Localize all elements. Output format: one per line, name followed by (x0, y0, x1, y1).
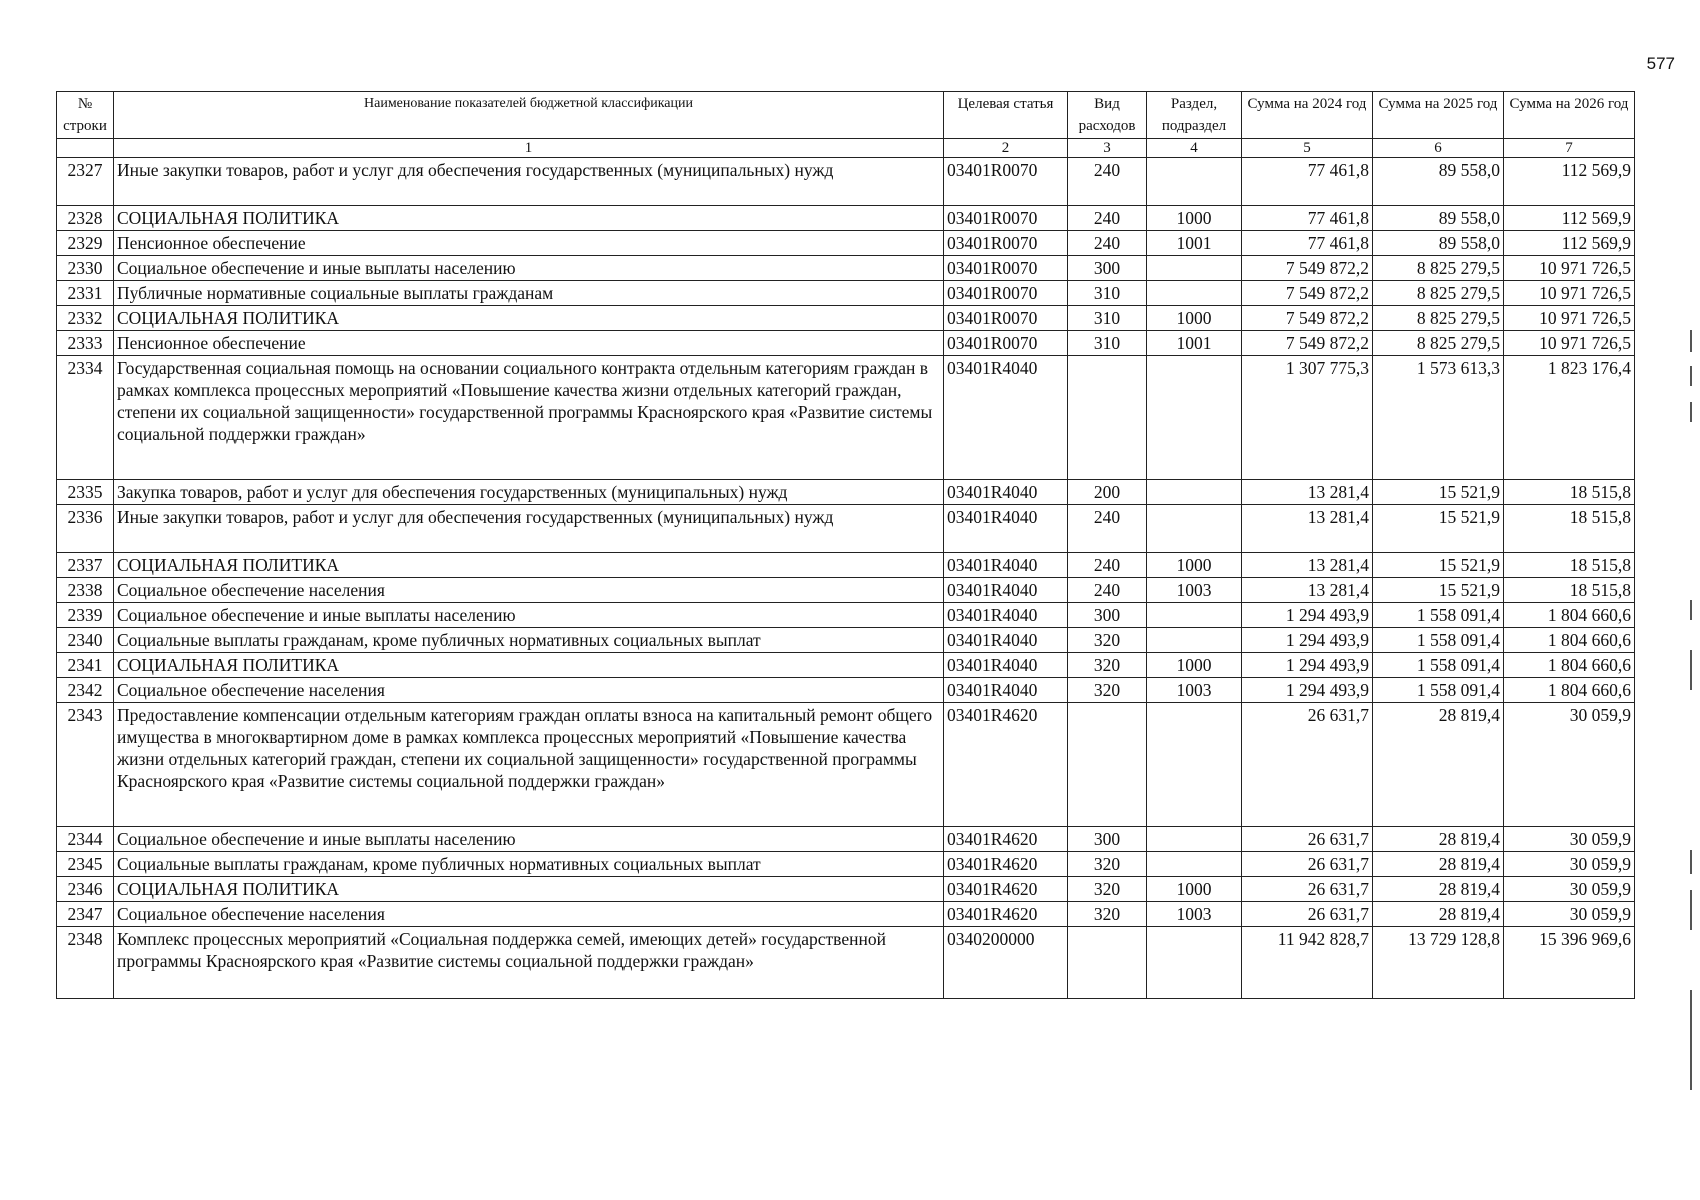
table-row (57, 158, 1635, 206)
row-section (1147, 158, 1242, 206)
row-number: 2346 (57, 877, 114, 902)
table-row (57, 231, 1635, 256)
row-sum-2024: 26 631,7 (1242, 877, 1373, 902)
header-sum-2025: Сумма на 2025 год (1373, 92, 1504, 139)
row-section: 1000 (1147, 553, 1242, 578)
row-number: 2348 (57, 927, 114, 999)
row-number: 2333 (57, 331, 114, 356)
row-sum-2024: 1 294 493,9 (1242, 653, 1373, 678)
row-number: 2347 (57, 902, 114, 927)
row-sum-2025: 15 521,9 (1373, 553, 1504, 578)
row-sum-2026: 10 971 726,5 (1504, 256, 1635, 281)
table-row (57, 852, 1635, 877)
row-sum-2024: 13 281,4 (1242, 480, 1373, 505)
row-name: Иные закупки товаров, работ и услуг для обеспечения государственных (муниципальных) нужд (114, 505, 944, 553)
column-index: 1 (114, 139, 944, 158)
row-sum-2026: 1 804 660,6 (1504, 603, 1635, 628)
row-section: 1000 (1147, 206, 1242, 231)
row-expense-kind: 240 (1068, 505, 1147, 553)
table-row (57, 628, 1635, 653)
row-name: Социальные выплаты гражданам, кроме публичных нормативных социальных выплат (114, 628, 944, 653)
row-target-article: 03401R4040 (944, 678, 1068, 703)
row-sum-2026: 1 804 660,6 (1504, 678, 1635, 703)
row-expense-kind: 240 (1068, 206, 1147, 231)
row-sum-2026: 18 515,8 (1504, 505, 1635, 553)
column-index: 2 (944, 139, 1068, 158)
row-number: 2338 (57, 578, 114, 603)
row-name: Социальное обеспечение населения (114, 902, 944, 927)
row-number: 2332 (57, 306, 114, 331)
row-target-article: 03401R4620 (944, 877, 1068, 902)
row-target-article: 03401R4620 (944, 902, 1068, 927)
row-number: 2334 (57, 356, 114, 480)
row-expense-kind (1068, 356, 1147, 480)
row-name: СОЦИАЛЬНАЯ ПОЛИТИКА (114, 306, 944, 331)
row-sum-2025: 1 558 091,4 (1373, 678, 1504, 703)
row-section (1147, 281, 1242, 306)
row-section (1147, 927, 1242, 999)
row-target-article: 03401R4620 (944, 852, 1068, 877)
row-name: Пенсионное обеспечение (114, 231, 944, 256)
row-section: 1003 (1147, 678, 1242, 703)
row-sum-2024: 26 631,7 (1242, 827, 1373, 852)
row-sum-2026: 112 569,9 (1504, 231, 1635, 256)
row-sum-2024: 1 294 493,9 (1242, 603, 1373, 628)
row-target-article: 03401R4040 (944, 505, 1068, 553)
table-row (57, 902, 1635, 927)
row-target-article: 03401R0070 (944, 158, 1068, 206)
table-row (57, 703, 1635, 827)
row-sum-2026: 1 823 176,4 (1504, 356, 1635, 480)
row-sum-2025: 89 558,0 (1373, 206, 1504, 231)
row-sum-2025: 1 558 091,4 (1373, 628, 1504, 653)
row-number: 2328 (57, 206, 114, 231)
row-sum-2025: 15 521,9 (1373, 480, 1504, 505)
row-name: СОЦИАЛЬНАЯ ПОЛИТИКА (114, 653, 944, 678)
header-target-article: Целевая статья (944, 92, 1068, 139)
column-index-row (57, 139, 1635, 158)
row-sum-2024: 13 281,4 (1242, 553, 1373, 578)
row-sum-2025: 8 825 279,5 (1373, 281, 1504, 306)
header-row-number: № строки (57, 92, 114, 139)
row-section: 1000 (1147, 877, 1242, 902)
row-sum-2025: 15 521,9 (1373, 578, 1504, 603)
row-sum-2024: 11 942 828,7 (1242, 927, 1373, 999)
column-index: 7 (1504, 139, 1635, 158)
row-expense-kind: 310 (1068, 306, 1147, 331)
table-row (57, 331, 1635, 356)
row-sum-2024: 7 549 872,2 (1242, 306, 1373, 331)
row-number: 2329 (57, 231, 114, 256)
row-name: Социальное обеспечение и иные выплаты населению (114, 256, 944, 281)
column-index: 4 (1147, 139, 1242, 158)
row-name: Предоставление компенсации отдельным категориям граждан оплаты взноса на капитальный ремонт общего имущества в многоквартирном доме в рамках комплекса процессных мероприятий «Повышение качества жизни отдельных категорий граждан, степени их социальной защищенности» государственной программы Красноярского края «Развитие системы социальной поддержки граждан» (114, 703, 944, 827)
row-target-article: 0340200000 (944, 927, 1068, 999)
row-sum-2025: 8 825 279,5 (1373, 256, 1504, 281)
row-name: СОЦИАЛЬНАЯ ПОЛИТИКА (114, 877, 944, 902)
table-row (57, 306, 1635, 331)
column-index: 5 (1242, 139, 1373, 158)
row-sum-2024: 1 294 493,9 (1242, 628, 1373, 653)
row-sum-2025: 28 819,4 (1373, 852, 1504, 877)
row-section: 1003 (1147, 578, 1242, 603)
row-target-article: 03401R0070 (944, 256, 1068, 281)
row-sum-2024: 13 281,4 (1242, 578, 1373, 603)
row-section (1147, 628, 1242, 653)
row-number: 2330 (57, 256, 114, 281)
row-name: СОЦИАЛЬНАЯ ПОЛИТИКА (114, 553, 944, 578)
row-section: 1000 (1147, 653, 1242, 678)
row-sum-2026: 15 396 969,6 (1504, 927, 1635, 999)
header-section: Раздел, подраздел (1147, 92, 1242, 139)
row-expense-kind: 240 (1068, 231, 1147, 256)
table-row (57, 678, 1635, 703)
table-row (57, 578, 1635, 603)
row-number: 2343 (57, 703, 114, 827)
row-target-article: 03401R4040 (944, 480, 1068, 505)
table-body (57, 158, 1635, 999)
row-sum-2026: 30 059,9 (1504, 902, 1635, 927)
row-number: 2335 (57, 480, 114, 505)
row-target-article: 03401R4040 (944, 578, 1068, 603)
row-expense-kind: 300 (1068, 603, 1147, 628)
row-sum-2024: 1 307 775,3 (1242, 356, 1373, 480)
row-sum-2024: 77 461,8 (1242, 158, 1373, 206)
row-sum-2025: 28 819,4 (1373, 877, 1504, 902)
row-expense-kind: 310 (1068, 331, 1147, 356)
row-sum-2024: 7 549 872,2 (1242, 281, 1373, 306)
row-sum-2025: 1 558 091,4 (1373, 653, 1504, 678)
row-number: 2327 (57, 158, 114, 206)
row-sum-2025: 1 558 091,4 (1373, 603, 1504, 628)
row-target-article: 03401R0070 (944, 331, 1068, 356)
row-sum-2026: 1 804 660,6 (1504, 653, 1635, 678)
row-sum-2026: 10 971 726,5 (1504, 331, 1635, 356)
row-sum-2024: 1 294 493,9 (1242, 678, 1373, 703)
row-target-article: 03401R0070 (944, 306, 1068, 331)
column-index: 6 (1373, 139, 1504, 158)
row-expense-kind: 320 (1068, 653, 1147, 678)
row-sum-2026: 30 059,9 (1504, 877, 1635, 902)
row-sum-2024: 7 549 872,2 (1242, 331, 1373, 356)
row-sum-2026: 30 059,9 (1504, 703, 1635, 827)
page-number: 577 (1646, 54, 1675, 73)
row-section (1147, 480, 1242, 505)
row-expense-kind: 310 (1068, 281, 1147, 306)
row-target-article: 03401R0070 (944, 231, 1068, 256)
table-row (57, 653, 1635, 678)
row-sum-2024: 13 281,4 (1242, 505, 1373, 553)
row-expense-kind (1068, 927, 1147, 999)
row-expense-kind: 300 (1068, 256, 1147, 281)
row-target-article: 03401R4620 (944, 703, 1068, 827)
row-name: Государственная социальная помощь на основании социального контракта отдельным категориям граждан в рамках комплекса процессных мероприятий «Повышение качества жизни отдельных категорий граждан, степени их социальной защищенности» государственной программы Красноярского края «Развитие системы социальной поддержки граждан» (114, 356, 944, 480)
row-sum-2026: 10 971 726,5 (1504, 281, 1635, 306)
row-name: СОЦИАЛЬНАЯ ПОЛИТИКА (114, 206, 944, 231)
row-number: 2337 (57, 553, 114, 578)
row-name: Социальное обеспечение населения (114, 678, 944, 703)
row-sum-2026: 112 569,9 (1504, 158, 1635, 206)
row-number: 2339 (57, 603, 114, 628)
row-expense-kind: 200 (1068, 480, 1147, 505)
row-sum-2026: 18 515,8 (1504, 553, 1635, 578)
table-row (57, 505, 1635, 553)
row-section (1147, 356, 1242, 480)
row-expense-kind: 320 (1068, 902, 1147, 927)
row-sum-2025: 8 825 279,5 (1373, 331, 1504, 356)
row-number: 2341 (57, 653, 114, 678)
row-target-article: 03401R0070 (944, 281, 1068, 306)
column-index: 3 (1068, 139, 1147, 158)
row-expense-kind: 320 (1068, 628, 1147, 653)
row-expense-kind: 240 (1068, 158, 1147, 206)
row-name: Иные закупки товаров, работ и услуг для обеспечения государственных (муниципальных) нужд (114, 158, 944, 206)
table-row (57, 553, 1635, 578)
row-sum-2025: 28 819,4 (1373, 703, 1504, 827)
row-expense-kind: 240 (1068, 553, 1147, 578)
row-number: 2345 (57, 852, 114, 877)
row-name: Социальное обеспечение и иные выплаты населению (114, 603, 944, 628)
row-expense-kind: 320 (1068, 877, 1147, 902)
row-name: Публичные нормативные социальные выплаты гражданам (114, 281, 944, 306)
table-row (57, 281, 1635, 306)
row-sum-2024: 26 631,7 (1242, 703, 1373, 827)
row-sum-2025: 15 521,9 (1373, 505, 1504, 553)
table-row (57, 480, 1635, 505)
row-target-article: 03401R0070 (944, 206, 1068, 231)
row-sum-2024: 77 461,8 (1242, 231, 1373, 256)
table-row (57, 877, 1635, 902)
column-index (57, 139, 114, 158)
row-section: 1003 (1147, 902, 1242, 927)
row-expense-kind: 320 (1068, 852, 1147, 877)
row-sum-2026: 1 804 660,6 (1504, 628, 1635, 653)
row-sum-2025: 13 729 128,8 (1373, 927, 1504, 999)
row-expense-kind (1068, 703, 1147, 827)
row-name: Закупка товаров, работ и услуг для обеспечения государственных (муниципальных) нужд (114, 480, 944, 505)
table-row (57, 603, 1635, 628)
table-row (57, 927, 1635, 999)
row-target-article: 03401R4040 (944, 603, 1068, 628)
row-section (1147, 256, 1242, 281)
row-number: 2331 (57, 281, 114, 306)
row-sum-2025: 89 558,0 (1373, 231, 1504, 256)
budget-table (56, 91, 1635, 999)
row-number: 2340 (57, 628, 114, 653)
header-sum-2026: Сумма на 2026 год (1504, 92, 1635, 139)
row-name: Комплекс процессных мероприятий «Социальная поддержка семей, имеющих детей» государственной программы Красноярского края «Развитие системы социальной поддержки граждан» (114, 927, 944, 999)
header-name: Наименование показателей бюджетной классификации (114, 92, 944, 139)
row-section: 1000 (1147, 306, 1242, 331)
row-target-article: 03401R4040 (944, 356, 1068, 480)
header-sum-2024: Сумма на 2024 год (1242, 92, 1373, 139)
row-sum-2026: 18 515,8 (1504, 578, 1635, 603)
row-section (1147, 827, 1242, 852)
row-target-article: 03401R4040 (944, 553, 1068, 578)
row-sum-2024: 26 631,7 (1242, 852, 1373, 877)
row-name: Пенсионное обеспечение (114, 331, 944, 356)
row-name: Социальное обеспечение и иные выплаты населению (114, 827, 944, 852)
row-section (1147, 505, 1242, 553)
row-sum-2026: 112 569,9 (1504, 206, 1635, 231)
table-row (57, 827, 1635, 852)
row-sum-2026: 18 515,8 (1504, 480, 1635, 505)
row-sum-2025: 8 825 279,5 (1373, 306, 1504, 331)
row-target-article: 03401R4040 (944, 628, 1068, 653)
row-sum-2024: 26 631,7 (1242, 902, 1373, 927)
row-number: 2336 (57, 505, 114, 553)
row-section (1147, 852, 1242, 877)
row-sum-2025: 89 558,0 (1373, 158, 1504, 206)
row-section (1147, 603, 1242, 628)
row-target-article: 03401R4040 (944, 653, 1068, 678)
row-sum-2025: 28 819,4 (1373, 827, 1504, 852)
row-number: 2342 (57, 678, 114, 703)
row-name: Социальное обеспечение населения (114, 578, 944, 603)
row-section: 1001 (1147, 231, 1242, 256)
row-sum-2026: 30 059,9 (1504, 827, 1635, 852)
table-row (57, 256, 1635, 281)
row-sum-2025: 28 819,4 (1373, 902, 1504, 927)
table-row (57, 356, 1635, 480)
row-expense-kind: 240 (1068, 578, 1147, 603)
row-section (1147, 703, 1242, 827)
row-sum-2024: 7 549 872,2 (1242, 256, 1373, 281)
row-sum-2025: 1 573 613,3 (1373, 356, 1504, 480)
row-section: 1001 (1147, 331, 1242, 356)
row-target-article: 03401R4620 (944, 827, 1068, 852)
header-expense-kind: Вид расходов (1068, 92, 1147, 139)
row-sum-2024: 77 461,8 (1242, 206, 1373, 231)
row-name: Социальные выплаты гражданам, кроме публичных нормативных социальных выплат (114, 852, 944, 877)
row-expense-kind: 300 (1068, 827, 1147, 852)
table-row (57, 206, 1635, 231)
row-sum-2026: 30 059,9 (1504, 852, 1635, 877)
row-sum-2026: 10 971 726,5 (1504, 306, 1635, 331)
row-expense-kind: 320 (1068, 678, 1147, 703)
row-number: 2344 (57, 827, 114, 852)
